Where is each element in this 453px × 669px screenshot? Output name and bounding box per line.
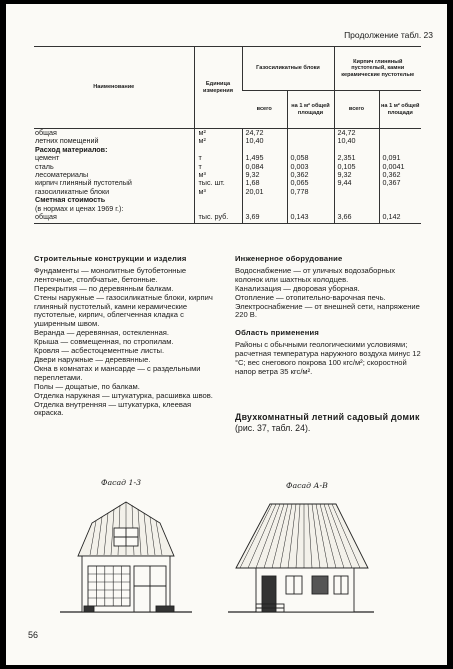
value-gas-per-m2: 0,362 bbox=[287, 171, 334, 179]
facade-1-3-label: Фасад 1-3 bbox=[101, 478, 142, 487]
value-brick-total: 9,44 bbox=[334, 179, 379, 187]
row-name: (в нормах и ценах 1969 г.): bbox=[35, 203, 124, 213]
header-name: Наименование bbox=[34, 47, 194, 129]
text-paragraph: Веранда — деревянная, остекленная. bbox=[34, 328, 170, 338]
application-heading: Область применения bbox=[235, 328, 320, 338]
header-unit: Единица измерения bbox=[194, 47, 242, 129]
value-brick-per-m2: 0,367 bbox=[379, 179, 421, 187]
text-paragraph: Отопление — отопительно-варочная печь. bbox=[235, 292, 386, 302]
row-unit: тыс. шт. bbox=[194, 179, 242, 187]
next-project-reference: (рис. 37, табл. 24). bbox=[235, 422, 311, 433]
text-paragraph: Районы с обычными геологическими условиями; расчетная температура наружного воздуха минус 12 °С; вес снегового покрова 100 кгс/м²; скоростной напор ветра 35 кгс/м². bbox=[235, 340, 421, 376]
materials-table bbox=[34, 46, 421, 224]
value-gas-total: 10,40 bbox=[242, 137, 287, 145]
value-brick-per-m2: 0,0041 bbox=[379, 163, 421, 171]
value-brick-total: 3,66 bbox=[334, 213, 379, 224]
text-paragraph: Водоснабжение — от уличных водозаборных колонок или шахтных колодцев. bbox=[235, 265, 396, 284]
engineering-section bbox=[235, 255, 423, 377]
table-row bbox=[34, 154, 421, 162]
facade-a-v-label: Фасад А-В bbox=[286, 481, 328, 490]
value-brick-per-m2: 0,091 bbox=[379, 154, 421, 162]
value-brick-per-m2: 0,362 bbox=[379, 171, 421, 179]
table-row bbox=[34, 213, 421, 224]
header-group-gas-blocks: Газосиликатные блоки bbox=[242, 47, 334, 91]
value-brick-total: 9,32 bbox=[334, 171, 379, 179]
value-brick-total: 2,351 bbox=[334, 154, 379, 162]
row-name: лесоматериалы bbox=[35, 170, 89, 180]
value-gas-per-m2: 0,058 bbox=[287, 154, 334, 162]
value-gas-total: 0,084 bbox=[242, 163, 287, 171]
table-continuation-label: Продолжение табл. 23 bbox=[344, 30, 433, 40]
value-brick-per-m2 bbox=[379, 137, 421, 145]
value-gas-total: 20,01 bbox=[242, 188, 287, 196]
value-gas-per-m2: 0,143 bbox=[287, 213, 334, 224]
table-row bbox=[34, 146, 421, 154]
value-gas-per-m2 bbox=[287, 196, 334, 204]
value-brick-per-m2 bbox=[379, 129, 421, 138]
value-gas-total: 1,495 bbox=[242, 154, 287, 162]
value-brick-per-m2: 0,142 bbox=[379, 213, 421, 224]
row-unit: м³ bbox=[194, 188, 242, 196]
text-paragraph: Кровля — асбестоцементные листы. bbox=[34, 346, 165, 356]
text-paragraph: Отделка внутренняя — штукатурка, клеевая окраска. bbox=[34, 399, 192, 418]
row-unit: м³ bbox=[194, 171, 242, 179]
table-body bbox=[34, 129, 421, 224]
text-paragraph: Двери наружные — деревянные. bbox=[34, 354, 151, 364]
value-gas-per-m2 bbox=[287, 129, 334, 138]
value-brick-total: 24,72 bbox=[334, 129, 379, 138]
value-brick-total: 10,40 bbox=[334, 137, 379, 145]
row-unit bbox=[194, 196, 242, 204]
text-paragraph: Фундаменты — монолитные бутобетонные ленточные, столбчатые, бетонные. bbox=[34, 265, 187, 284]
row-unit: тыс. руб. bbox=[194, 213, 242, 224]
value-gas-total bbox=[242, 196, 287, 204]
header-total: всего bbox=[242, 91, 287, 129]
row-name: общая bbox=[34, 213, 194, 224]
value-gas-per-m2: 0,003 bbox=[287, 163, 334, 171]
value-gas-per-m2 bbox=[287, 137, 334, 145]
book-page bbox=[6, 4, 447, 665]
row-name: Расход материалов: bbox=[35, 144, 108, 154]
text-paragraph: Электроснабжение — от внешней сети, напряжение 220 В. bbox=[235, 301, 420, 320]
next-project-title bbox=[235, 412, 423, 434]
text-paragraph: Канализация — дворовая уборная. bbox=[235, 283, 360, 293]
row-unit: т bbox=[194, 163, 242, 171]
row-unit: м² bbox=[194, 137, 242, 145]
value-brick-total bbox=[334, 196, 379, 204]
value-brick-per-m2 bbox=[379, 196, 421, 204]
value-gas-per-m2: 0,778 bbox=[287, 188, 334, 196]
row-name: цемент bbox=[35, 153, 60, 163]
text-paragraph: Перекрытия — по деревянным балкам. bbox=[34, 283, 174, 293]
value-brick-total: 0,105 bbox=[334, 163, 379, 171]
header-group-brick: Кирпич глиняный пустотелый, камни керамические пустотелые bbox=[334, 47, 421, 91]
table-row bbox=[34, 163, 421, 171]
text-paragraph: Полы — дощатые, по балкам. bbox=[34, 381, 140, 391]
page-number: 56 bbox=[28, 630, 39, 640]
row-unit: м² bbox=[194, 129, 242, 138]
row-name: сталь bbox=[35, 161, 54, 171]
row-name: общая bbox=[35, 128, 57, 137]
row-name: летних помещений bbox=[35, 136, 99, 146]
construction-section bbox=[34, 255, 222, 418]
text-paragraph: Стены наружные — газосиликатные блоки, кирпич глиняный пустотелый, камни керамические пустотелые, кирпич, облегченная кладка с уширенным швом. bbox=[34, 292, 213, 329]
value-gas-per-m2: 0,065 bbox=[287, 179, 334, 187]
text-paragraph: Крыша — совмещенная, по стропилам. bbox=[34, 337, 174, 347]
header-total: всего bbox=[334, 91, 379, 129]
value-brick-total bbox=[334, 188, 379, 196]
text-paragraph: Окна в комнатах и мансарде — с раздельными переплетами. bbox=[34, 363, 201, 382]
header-per-m2: на 1 м² общей площади bbox=[379, 91, 421, 129]
row-name: газосиликатные блоки bbox=[35, 186, 110, 196]
value-brick-per-m2 bbox=[379, 188, 421, 196]
facade-a-v-drawing bbox=[226, 492, 376, 618]
row-name: Сметная стоимость bbox=[35, 195, 106, 205]
engineering-heading: Инженерное оборудование bbox=[235, 254, 343, 263]
text-paragraph: Отделка наружная — штукатурка, расшивка швов. bbox=[34, 390, 213, 400]
construction-heading: Строительные конструкции и изделия bbox=[34, 254, 187, 263]
value-gas-total: 3,69 bbox=[242, 213, 287, 224]
value-gas-total: 9,32 bbox=[242, 171, 287, 179]
value-gas-total: 24,72 bbox=[242, 129, 287, 138]
row-name: кирпич глиняный пустотелый bbox=[35, 178, 132, 188]
next-project-name: Двухкомнатный летний садовый домик bbox=[235, 412, 420, 422]
facade-1-3-drawing bbox=[56, 488, 196, 618]
value-gas-total: 1,68 bbox=[242, 179, 287, 187]
header-per-m2: на 1 м² общей площади bbox=[287, 91, 334, 129]
row-unit: т bbox=[194, 154, 242, 162]
